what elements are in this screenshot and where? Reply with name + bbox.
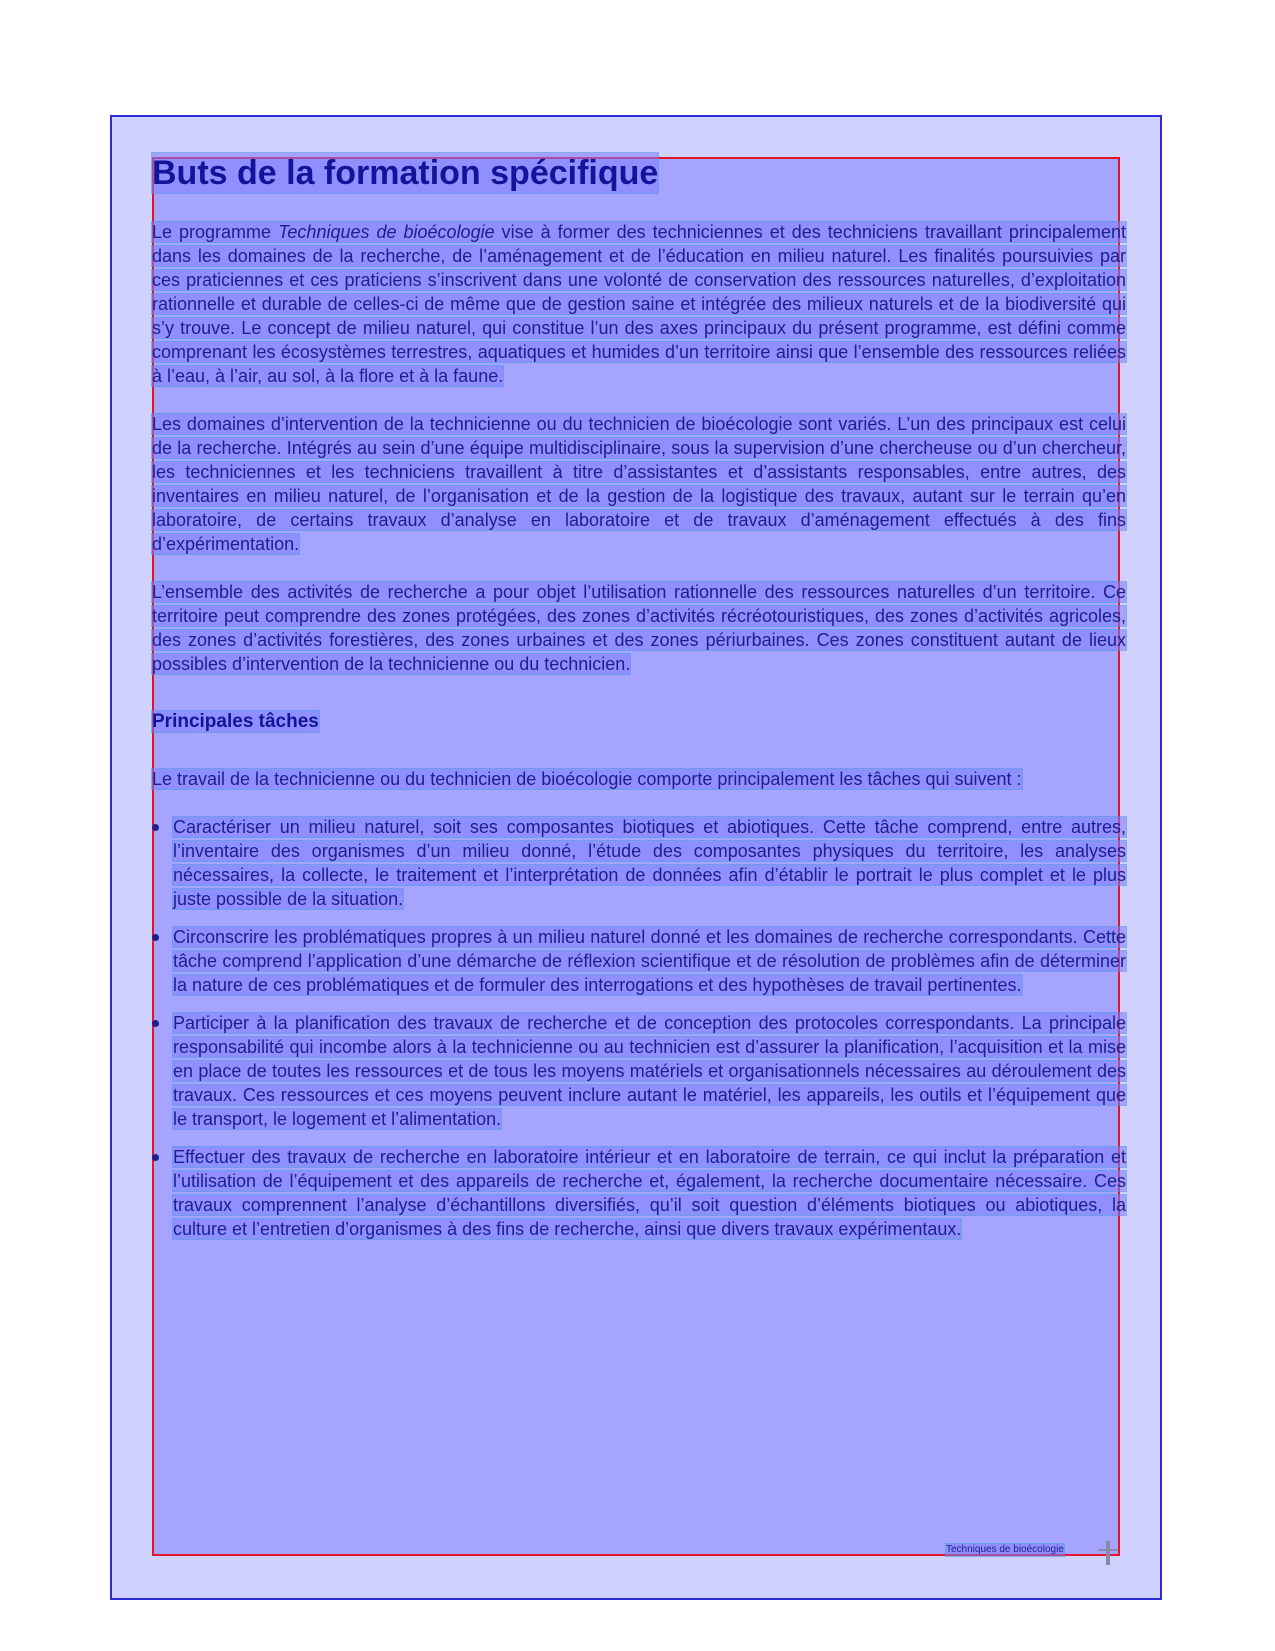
bullet-icon — [152, 1154, 159, 1161]
paragraph-text: Les domaines d’intervention de la technicienne ou du technicien de bioécologie sont variés. L’un des principaux est celui de la recherche. Intégrés au sein d’une équipe multidisciplinaire, sous la supervision d’une chercheuse ou d’un chercheur, les techniciennes et les techniciens travaillent à titre d’assistantes et d’assistants responsables, entre autres, des inventaires en milieu naturel, de l’organisation et de la gestion de la logistique des travaux, autant sur le terrain qu’en laboratoire, de certains travaux d’analyse en laboratoire et de travaux d’aménagement effectués à des fins d’expérimentation. — [152, 414, 1126, 554]
section-heading — [152, 710, 1126, 734]
paragraph-text: L’ensemble des activités de recherche a pour objet l’utilisation rationnelle des ressources naturelles d’un territoire. Ce territoire peut comprendre des zones protégées, des zones d’activités récréotouristiques, des zones d’activités agricoles, des zones d’activités forestières, des zones urbaines et des zones périurbaines. Ces zones constituent autant de lieux possibles d’intervention de la technicienne ou du technicien. — [152, 582, 1126, 674]
paragraph-research-activities — [152, 580, 1126, 676]
task-text: Caractériser un milieu naturel, soit ses composantes biotiques et abiotiques. Cette tâche comprend, entre autres, l’inventaire des organismes d’un milieu donné, l’étude des composantes physiques du territoire, les analyses nécessaires, la collecte, le traitement et l’interprétation de données afin d’établir le portrait le plus complet et le plus juste possible de la situation. — [173, 817, 1126, 909]
footer-mark — [1106, 1541, 1110, 1565]
tasks-intro — [152, 764, 1126, 795]
footer-tick — [1098, 1549, 1118, 1551]
task-text: Participer à la planification des travaux de recherche et de conception des protocoles correspondants. La principale responsabilité qui incombe alors à la technicienne ou au technicien est d’assurer la planification, l’acquisition et la mise en place de toutes les ressources et de tous les moyens matériels et organisationnels nécessaires au déroulement des travaux. Ces ressources et ces moyens peuvent inclure autant le matériel, les appareils, les outils et l’équipement que le transport, le logement et l’alimentation. — [173, 1013, 1126, 1129]
paragraph-lead: Le programme — [152, 222, 279, 242]
program-name: Techniques de bioécologie — [278, 222, 495, 242]
tasks-intro-text: Le travail de la technicienne ou du technicien de bioécologie comporte principalement les tâches qui suivent : — [152, 769, 1022, 789]
task-list — [152, 815, 1126, 1241]
page-title: Buts de la formation spécifique — [152, 154, 659, 192]
task-item — [152, 815, 1126, 911]
bullet-icon — [152, 934, 159, 941]
paragraph-program-goals — [152, 220, 1126, 388]
task-text: Effectuer des travaux de recherche en laboratoire intérieur et en laboratoire de terrain, ce qui inclut la préparation et l’utilisation de l’équipement et des appareils de recherche et, également, la recherche documentaire nécessaire. Ces travaux comprennent l’analyse d’échantillons diversifiés, qu’il soit question d’éléments biotiques ou abiotiques, la culture et l’entretien d’organismes à des fins de recherche, ainsi que divers travaux expérimentaux. — [173, 1147, 1126, 1239]
paragraph-intervention-domains — [152, 412, 1126, 556]
bullet-icon — [152, 1020, 159, 1027]
section-heading-text: Principales tâches — [152, 711, 319, 732]
task-item — [152, 1145, 1126, 1241]
bullet-icon — [152, 824, 159, 831]
task-text: Circonscrire les problématiques propres à un milieu naturel donné et les domaines de recherche correspondants. Cette tâche comprend l’application d’une démarche de réflexion scientifique et de résolution de problèmes afin de déterminer la nature de ces problématiques et de formuler des interrogations et des hypothèses de travail pertinentes. — [173, 927, 1126, 995]
paragraph-body: vise à former des techniciennes et des techniciens travaillant principalement dans les domaines de la recherche, de l’aménagement et de l’éducation en milieu naturel. Les finalités poursuivies par ces praticiennes et ces praticiens s’inscrivent dans une volonté de conservation des ressources naturelles, d’exploitation rationnelle et durable de celles-ci de même que de gestion saine et intégrée des milieux naturels et de la biodiversité qui s’y trouve. Le concept de milieu naturel, qui constitue l’un des axes principaux du présent programme, est défini comme comprenant les écosystèmes terrestres, aquatiques et humides d’un territoire ainsi que l’ensemble des ressources reliées à l’eau, à l’air, au sol, à la flore et à la faune. — [152, 222, 1126, 386]
task-item — [152, 1011, 1126, 1131]
task-item — [152, 925, 1126, 997]
document-body — [152, 153, 1126, 1255]
page-footer: Techniques de bioécologie — [946, 1544, 1064, 1555]
